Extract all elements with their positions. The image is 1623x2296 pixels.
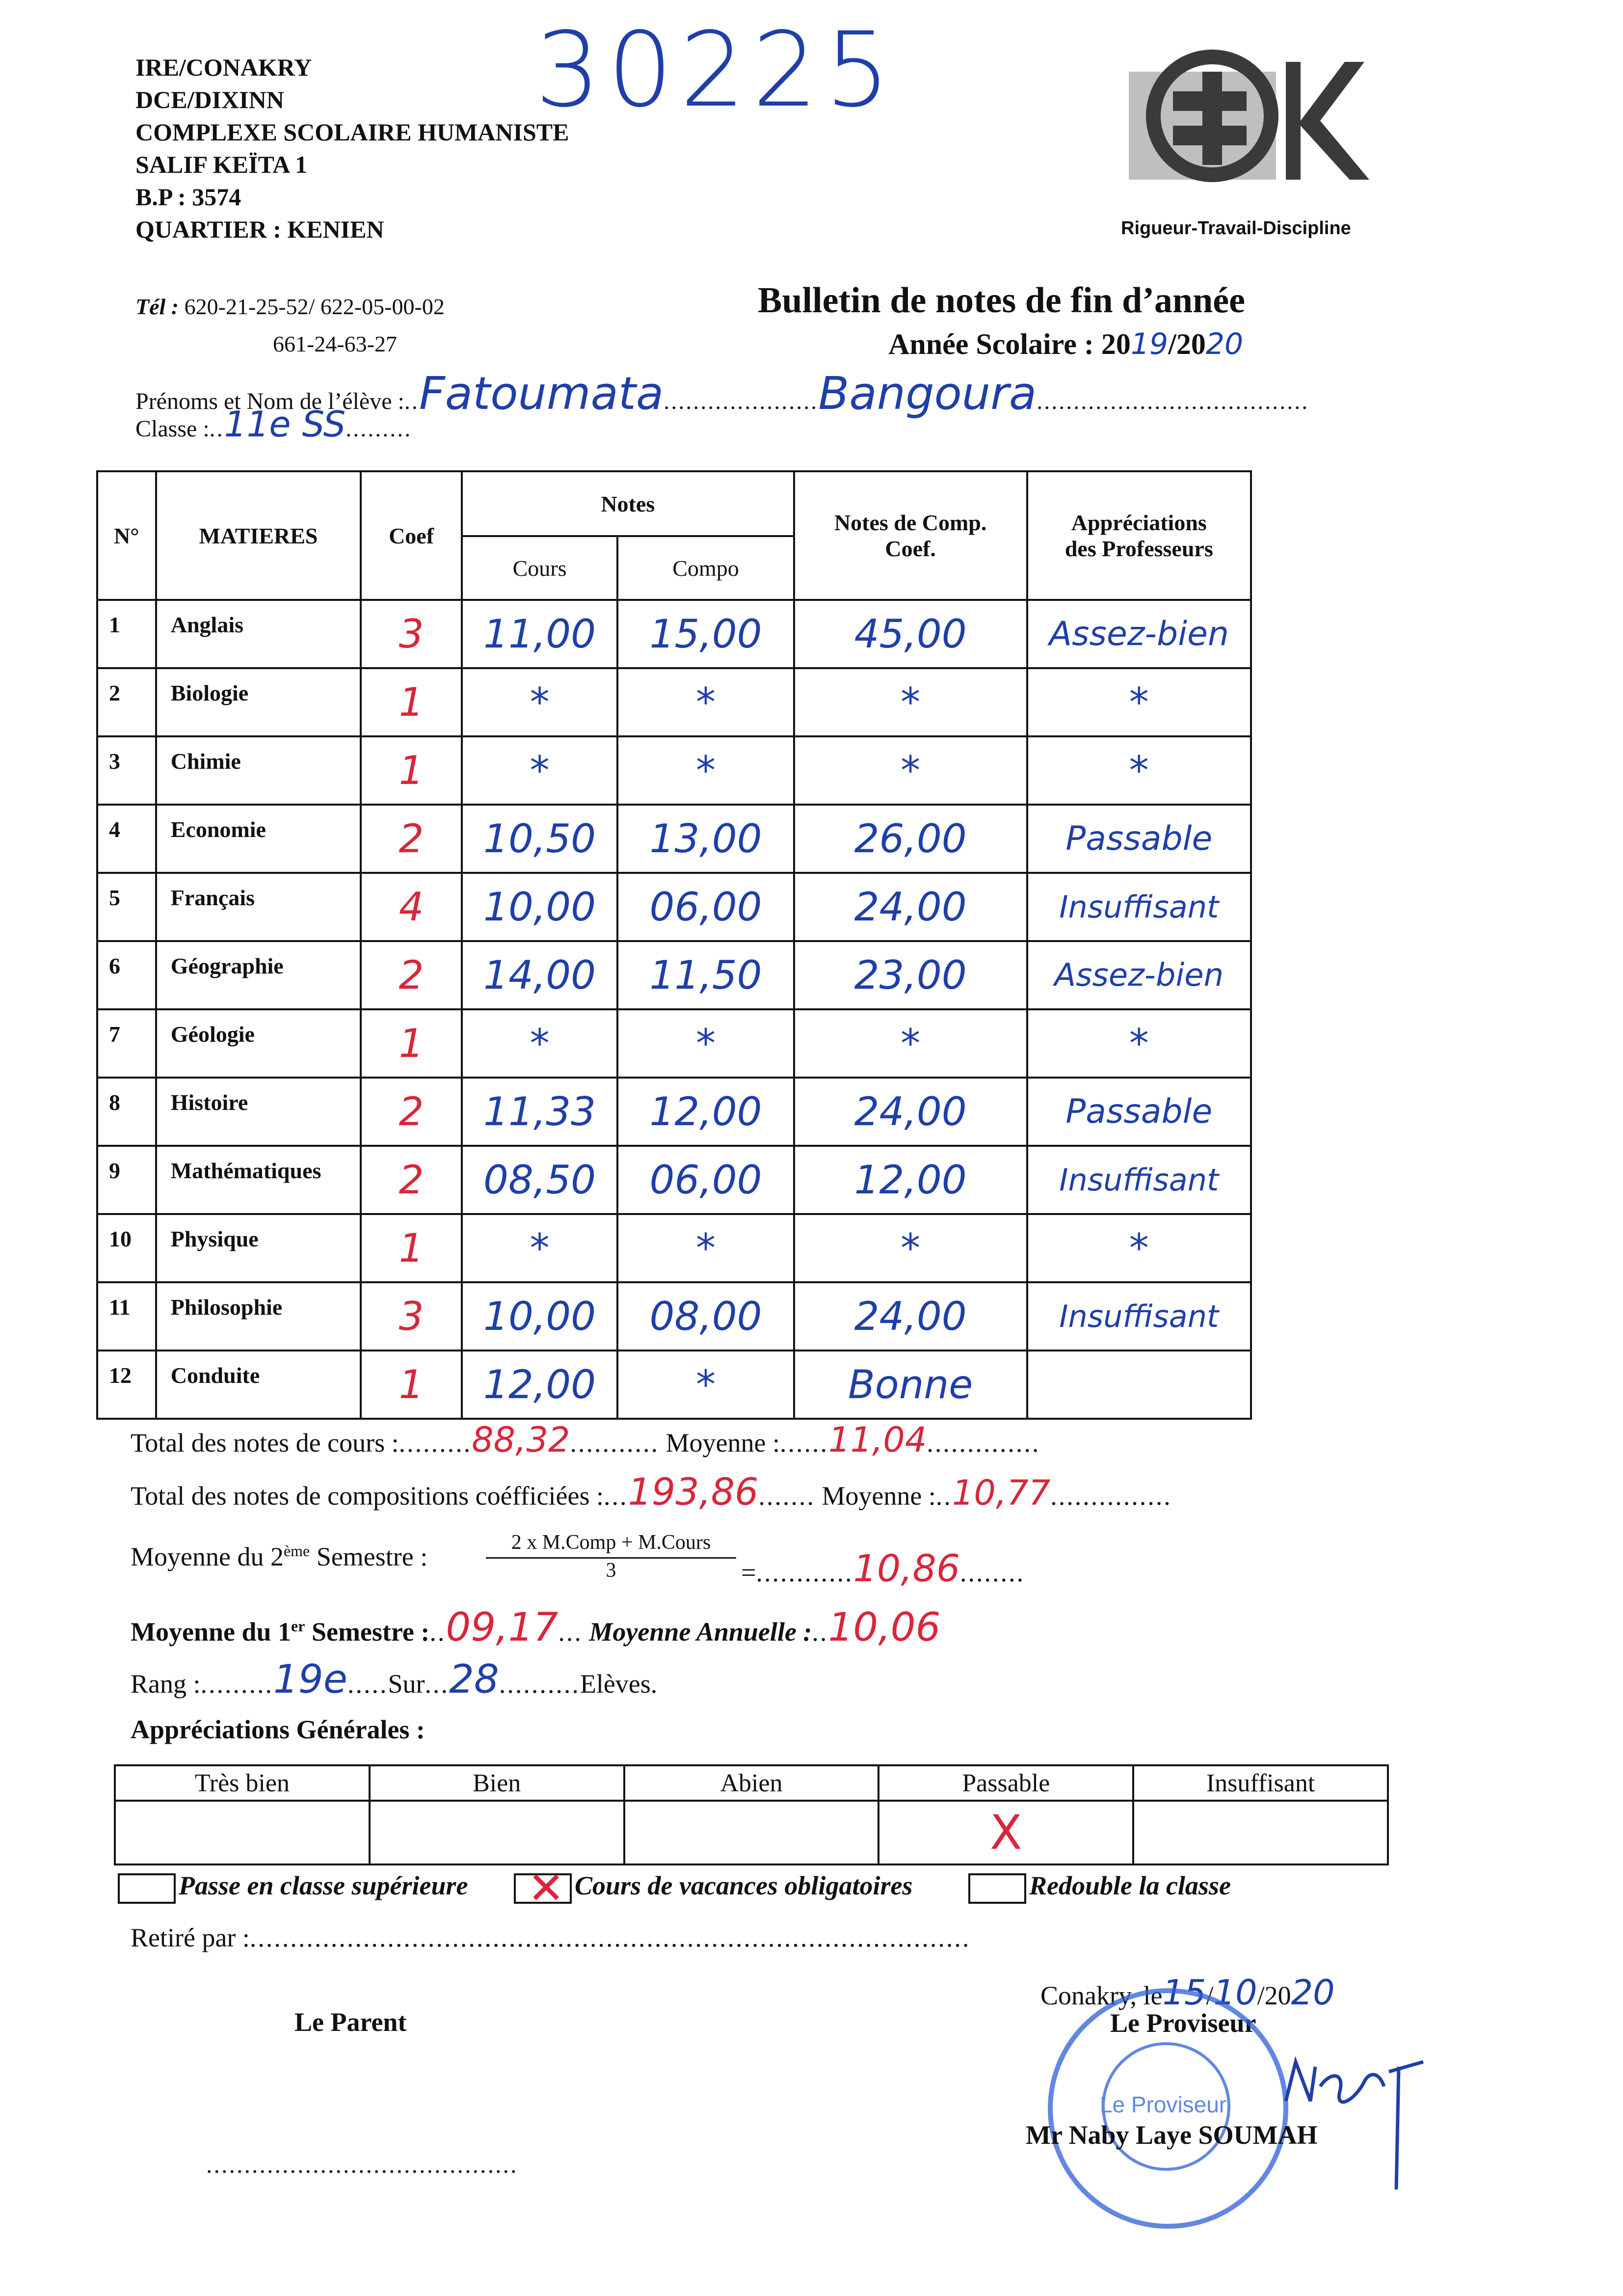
row-number: 9	[97, 1146, 156, 1214]
stamp-center-text: Le Proviseur	[1099, 2092, 1227, 2117]
subject-name: Français	[156, 873, 361, 941]
table-row	[97, 1214, 1251, 1282]
table-row	[97, 1351, 1251, 1419]
comp-coef-value: 26,00	[794, 805, 1027, 873]
decision-checkbox-pass[interactable]	[118, 1873, 176, 1904]
appreciation-value: *	[1027, 668, 1251, 736]
total-compo-value: 193,86	[628, 1470, 759, 1513]
coef-value: 3	[361, 1282, 461, 1351]
header-notes: Notes	[462, 471, 794, 536]
moyenne-label: Moyenne :	[822, 1481, 936, 1511]
comp-coef-value: *	[794, 668, 1027, 736]
cours-value: *	[462, 736, 618, 805]
semester2-formula	[486, 1531, 736, 1582]
appreciation-column: Très bien	[115, 1765, 370, 1801]
coef-value: 2	[361, 941, 461, 1009]
appreciation-column: Abien	[624, 1765, 879, 1801]
appreciation-value	[1027, 1351, 1251, 1419]
cours-value: 11,33	[462, 1078, 618, 1146]
rank-label: Rang :	[131, 1669, 201, 1699]
subject-name: Economie	[156, 805, 361, 873]
formula-denominator: 3	[606, 1559, 616, 1582]
row-number: 3	[97, 736, 156, 805]
general-appreciation-table	[114, 1764, 1389, 1865]
comp-coef-value: *	[794, 1214, 1027, 1282]
appreciation-value: Assez-bien	[1027, 600, 1251, 668]
phone-label: Tél :	[135, 294, 179, 319]
comp-coef-value: *	[794, 1009, 1027, 1078]
decision-label: Passe en classe supérieure	[179, 1871, 468, 1900]
compo-value: *	[617, 1009, 794, 1078]
header-compo: Compo	[617, 536, 794, 600]
comp-coef-value: 12,00	[794, 1146, 1027, 1214]
appreciation-column: Bien	[370, 1765, 624, 1801]
compo-value: *	[617, 668, 794, 736]
compo-value: 13,00	[617, 805, 794, 873]
table-row	[97, 736, 1251, 805]
compo-value: 08,00	[617, 1282, 794, 1351]
school-year-sep: /20	[1168, 328, 1206, 360]
rank-eleves: Elèves.	[580, 1669, 658, 1699]
subject-name: Géographie	[156, 941, 361, 1009]
table-row	[97, 1009, 1251, 1078]
decision-checkbox-vacation[interactable]	[514, 1862, 572, 1914]
rank-line: Rang :.........19e.....Sur...28..........Elèves.	[131, 1656, 658, 1702]
header-no: N°	[97, 471, 156, 600]
semester2-line	[131, 1541, 427, 1572]
compo-value: *	[617, 1214, 794, 1282]
compo-value: *	[617, 1351, 794, 1419]
header-line: SALIF KEÏTA 1	[135, 151, 308, 178]
semester2-result: =............10,86........	[741, 1546, 1025, 1590]
header-comp-coef	[794, 471, 1027, 600]
subject-name: Géologie	[156, 1009, 361, 1078]
cours-value: *	[462, 1214, 618, 1282]
coef-value: 1	[361, 668, 461, 736]
cours-value: *	[462, 668, 618, 736]
total-compo-label: Total des notes de compositions coéfficiées :	[131, 1481, 604, 1511]
appreciation-value: *	[1027, 1009, 1251, 1078]
student-name-label: Prénoms et Nom de l’élève :	[135, 388, 404, 414]
proviseur-name: Mr Naby Laye SOUMAH	[1026, 2120, 1318, 2150]
passable-mark: X	[989, 1805, 1022, 1860]
handwritten-number: 30225	[535, 10, 898, 130]
cours-value: 14,00	[462, 941, 618, 1009]
coef-value: 1	[361, 1214, 461, 1282]
appreciation-value: *	[1027, 1214, 1251, 1282]
cours-value: 10,00	[462, 873, 618, 941]
school-year	[888, 327, 1243, 361]
subject-name: Anglais	[156, 600, 361, 668]
table-row	[97, 600, 1251, 668]
cours-value: 10,00	[462, 1282, 618, 1351]
parent-label: Le Parent	[294, 2007, 407, 2037]
appreciation-cell[interactable]	[1133, 1801, 1388, 1864]
subject-name: Histoire	[156, 1078, 361, 1146]
cours-value: 12,00	[462, 1351, 618, 1419]
table-row	[97, 805, 1251, 873]
student-name-line: Prénoms et Nom de l’élève :..Fatoumata.....................Bangoura.....................................	[135, 367, 1309, 420]
semester1-line: Moyenne du 1er Semestre :..09,17... Moyenne Annuelle :..10,06	[131, 1604, 941, 1650]
row-number: 7	[97, 1009, 156, 1078]
row-number: 1	[97, 600, 156, 668]
parent-signature-line: .........................................	[206, 2151, 518, 2178]
coef-value: 1	[361, 1351, 461, 1419]
table-row	[97, 941, 1251, 1009]
header-appreciation	[1027, 471, 1251, 600]
coef-value: 2	[361, 805, 461, 873]
header-line: QUARTIER : KENIEN	[135, 216, 384, 243]
appreciation-cell[interactable]	[370, 1801, 624, 1864]
coef-value: 2	[361, 1078, 461, 1146]
rank-total: 28	[449, 1656, 499, 1702]
rank-value: 19e	[273, 1656, 348, 1702]
cours-value: *	[462, 1009, 618, 1078]
table-row	[97, 1146, 1251, 1214]
appreciation-value: *	[1027, 736, 1251, 805]
school-year-end: 20	[1205, 327, 1244, 361]
row-number: 8	[97, 1078, 156, 1146]
coef-value: 1	[361, 736, 461, 805]
grades-table	[96, 470, 1252, 1420]
annual-label: Moyenne Annuelle :	[589, 1617, 812, 1647]
annual-value: 10,06	[828, 1604, 941, 1650]
coef-value: 4	[361, 873, 461, 941]
student-first-name: Fatoumata	[419, 367, 664, 420]
school-year-label: Année Scolaire : 20	[888, 328, 1131, 360]
header-line: DCE/DIXINN	[135, 86, 284, 113]
student-class: 11e SS	[224, 404, 346, 445]
date-year-prefix: /20	[1257, 1981, 1291, 2010]
semester1-value: 09,17	[446, 1604, 559, 1650]
coef-value: 1	[361, 1009, 461, 1078]
semester2-value: 10,86	[853, 1546, 960, 1590]
page-title: Bulletin de notes de fin d’année	[758, 280, 1245, 321]
date-year: 20	[1291, 1972, 1335, 2013]
place-label: Conakry, le	[1040, 1981, 1163, 2010]
phone-line-2: 661-24-63-27	[273, 331, 397, 356]
subject-name: Mathématiques	[156, 1146, 361, 1214]
decision-checkbox-repeat[interactable]	[968, 1873, 1026, 1904]
student-last-name: Bangoura	[818, 367, 1037, 420]
comp-coef-value: 24,00	[794, 1078, 1027, 1146]
appreciation-value: Insuffisant	[1027, 873, 1251, 941]
subject-name: Conduite	[156, 1351, 361, 1419]
cours-value: 11,00	[462, 600, 618, 668]
date-line: Conakry, le15/10/2020	[1040, 1972, 1335, 2013]
coef-value: 3	[361, 600, 461, 668]
total-compo-line: Total des notes de compositions coéfficiées :...193,86....... Moyenne :..10,77...............	[131, 1470, 1172, 1513]
appreciation-cell-passable[interactable]	[878, 1801, 1133, 1864]
date-month: 10	[1213, 1972, 1257, 2013]
header-coef: Coef	[361, 471, 461, 600]
appreciation-value: Passable	[1027, 805, 1251, 873]
header-line: B.P : 3574	[135, 183, 241, 211]
row-number: 12	[97, 1351, 156, 1419]
table-row	[97, 1078, 1251, 1146]
header-cours: Cours	[462, 536, 618, 600]
cours-value: 08,50	[462, 1146, 618, 1214]
phone-number: 620-21-25-52/ 622-05-00-02	[184, 294, 445, 319]
header-subjects: MATIERES	[156, 471, 361, 600]
compo-value: *	[617, 736, 794, 805]
cours-moyenne-value: 11,04	[828, 1420, 927, 1460]
row-number: 6	[97, 941, 156, 1009]
appreciation-value: Insuffisant	[1027, 1282, 1251, 1351]
class-line: Classe :..11e SS.........	[135, 404, 412, 445]
appreciation-column: Passable	[878, 1765, 1133, 1801]
school-year-start: 19	[1130, 327, 1169, 361]
appreciation-cell[interactable]	[115, 1801, 370, 1864]
header-appr-line2: des Professeurs	[1064, 536, 1213, 561]
logo-icon	[1124, 42, 1379, 189]
header-line: COMPLEXE SCOLAIRE HUMANISTE	[135, 118, 569, 146]
semester2-label: Moyenne du 2	[131, 1542, 284, 1571]
row-number: 2	[97, 668, 156, 736]
comp-coef-value: 24,00	[794, 873, 1027, 941]
row-number: 11	[97, 1282, 156, 1351]
subject-name: Physique	[156, 1214, 361, 1282]
row-number: 5	[97, 873, 156, 941]
school-logo	[1124, 42, 1379, 189]
semester2-label2: Semestre :	[316, 1542, 428, 1571]
comp-coef-value: 23,00	[794, 941, 1027, 1009]
header-comp-coef-line1: Notes de Comp.	[834, 510, 987, 535]
proviseur-role: Le Proviseur	[1110, 2008, 1256, 2038]
coef-value: 2	[361, 1146, 461, 1214]
school-motto: Rigueur-Travail-Discipline	[1121, 218, 1351, 239]
decision-label: Cours de vacances obligatoires	[574, 1871, 913, 1900]
comp-coef-value: 24,00	[794, 1282, 1027, 1351]
compo-moyenne-value: 10,77	[952, 1473, 1051, 1513]
compo-value: 15,00	[617, 600, 794, 668]
header-appr-line1: Appréciations	[1071, 510, 1207, 535]
subject-name: Chimie	[156, 736, 361, 805]
total-cours-line: Total des notes de cours :.........88,32........... Moyenne :......11,04..............	[131, 1420, 1040, 1460]
table-row	[97, 1282, 1251, 1351]
moyenne-label: Moyenne :	[665, 1428, 780, 1458]
subject-name: Biologie	[156, 668, 361, 736]
rank-sur-label: Sur	[388, 1669, 425, 1699]
header-comp-coef-line2: Coef.	[885, 536, 936, 561]
class-label: Classe :	[135, 416, 210, 442]
compo-value: 06,00	[617, 873, 794, 941]
compo-value: 12,00	[617, 1078, 794, 1146]
comp-coef-value: Bonne	[794, 1351, 1027, 1419]
table-row	[97, 668, 1251, 736]
semester2-sup: ème	[283, 1542, 310, 1560]
general-appreciation-title: Appréciations Générales :	[131, 1715, 425, 1744]
decisions-row	[118, 1862, 1231, 1914]
appreciation-value: Assez-bien	[1027, 941, 1251, 1009]
comp-coef-value: *	[794, 736, 1027, 805]
retire-line: Retiré par :.........................................................................................	[131, 1923, 971, 1952]
school-header	[135, 51, 569, 245]
appreciation-value: Insuffisant	[1027, 1146, 1251, 1214]
cours-value: 10,50	[462, 805, 618, 873]
header-line: IRE/CONAKRY	[135, 54, 312, 81]
appreciation-value: Passable	[1027, 1078, 1251, 1146]
semester1-label2: Semestre :	[311, 1617, 430, 1647]
retire-label: Retiré par :	[131, 1923, 250, 1952]
phone-line-1	[135, 294, 445, 320]
compo-value: 06,00	[617, 1146, 794, 1214]
appreciation-cell[interactable]	[624, 1801, 879, 1864]
date-day: 15	[1162, 1972, 1206, 2013]
total-cours-value: 88,32	[472, 1420, 570, 1460]
total-cours-label: Total des notes de cours :	[131, 1428, 399, 1458]
row-number: 10	[97, 1214, 156, 1282]
row-number: 4	[97, 805, 156, 873]
formula-numerator: 2 x M.Comp + M.Cours	[486, 1531, 736, 1559]
compo-value: 11,50	[617, 941, 794, 1009]
comp-coef-value: 45,00	[794, 600, 1027, 668]
formula-equals: =	[741, 1558, 756, 1587]
decision-label: Redouble la classe	[1029, 1871, 1231, 1900]
appreciation-column: Insuffisant	[1133, 1765, 1388, 1801]
official-stamp	[1048, 1988, 1288, 2229]
table-row	[97, 873, 1251, 941]
semester1-label: Moyenne du 1	[131, 1617, 292, 1647]
semester1-sup: er	[291, 1617, 305, 1635]
subject-name: Philosophie	[156, 1282, 361, 1351]
checkbox-mark: ✕	[527, 1862, 565, 1914]
